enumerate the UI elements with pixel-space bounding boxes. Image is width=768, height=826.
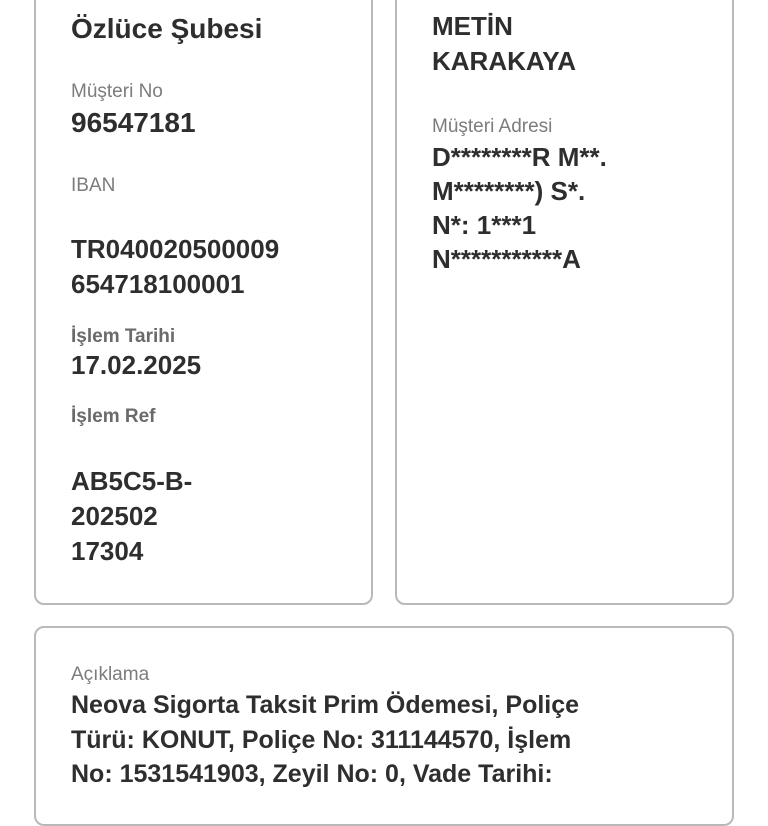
description-line2: Türü: KONUT, Poliçe No: 311144570, İşlem xyxy=(71,726,572,754)
description-line3: No: 1531541903, Zeyil No: 0, Vade Tarihi: xyxy=(71,760,553,788)
branch-value: Özlüce Şubesi xyxy=(71,13,263,44)
iban-label: IBAN xyxy=(71,175,116,196)
customer-address-label: Müşteri Adresi xyxy=(432,116,553,137)
transaction-ref-line1: AB5C5-B- xyxy=(71,466,193,496)
transaction-ref-label: İşlem Ref xyxy=(71,406,156,427)
customer-name-line2: KARAKAYA xyxy=(432,46,577,76)
description-card xyxy=(34,626,734,826)
account-info-card xyxy=(34,0,373,605)
customer-address-line1: D********R M**. xyxy=(432,142,607,172)
transaction-date-value: 17.02.2025 xyxy=(71,350,202,380)
transaction-date-label: İşlem Tarihi xyxy=(71,326,176,347)
customer-no-value: 96547181 xyxy=(71,107,196,138)
customer-no-label: Müşteri No xyxy=(71,81,163,102)
description-line1: Neova Sigorta Taksit Prim Ödemesi, Poliçe xyxy=(71,691,580,719)
customer-name-line1: METİN xyxy=(432,11,513,41)
iban-value-line2: 654718100001 xyxy=(71,269,245,299)
description-label: Açıklama xyxy=(71,664,150,685)
customer-address-line4: N***********A xyxy=(432,244,581,274)
transaction-ref-line3: 17304 xyxy=(71,536,144,566)
iban-value-line1: TR040020500009 xyxy=(71,234,280,264)
customer-address-line3: N*: 1***1 xyxy=(432,210,537,240)
customer-address-line2: M********) S*. xyxy=(432,176,586,206)
customer-info-card xyxy=(395,0,734,605)
transaction-ref-line2: 202502 xyxy=(71,501,158,531)
